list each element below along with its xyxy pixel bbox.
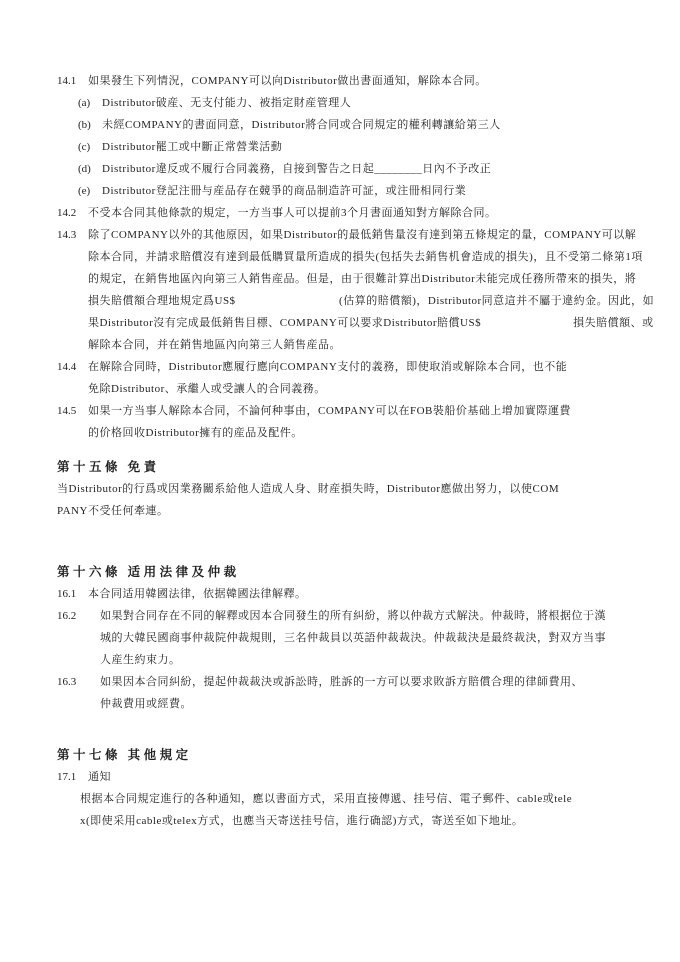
text-line: 如果對合同存在不同的解釋或因本合同發生的所有糾紛，將以仲裁方式解決。仲裁時，將根据位于漢 [100, 610, 606, 622]
text-line: 解除本合同，并在銷售地區內向第三人銷售産品。 [88, 339, 341, 351]
numbered-item [57, 70, 660, 92]
text-line: Distributor違反或不履行合同義務，自接到警告之日起________日內不予改正 [102, 163, 492, 175]
text-line: 果Distributor沒有完成最低銷售目標、COMPANY可以要求Distributor賠償US$ 損失賠償額、或 [88, 317, 654, 329]
item-number: (c) [78, 141, 91, 153]
item-number: 14.2 [57, 207, 77, 219]
section-heading: 第十五條 免責 [57, 460, 160, 474]
item-number: 16.2 [57, 610, 77, 622]
item-number: (e) [78, 185, 91, 197]
text-line: 通知 [88, 771, 111, 783]
numbered-item [57, 671, 660, 715]
item-number: 14.4 [57, 361, 77, 373]
item-text [88, 202, 497, 224]
numbered-item [57, 766, 660, 788]
text-line: 在解除合同時，Distributor應履行應向COMPANY支付的義務，即使取消或解除本合同，也不能 [88, 361, 568, 373]
text-line: Distributor登記注冊与産品存在競爭的商品制造許可証，或注冊相同行業 [102, 185, 467, 197]
text-line: 除本合同，并請求賠償沒有達到最低購買量所造成的損失(包括失去銷售机會造成的損失)，且不受第二條第1項 [88, 251, 643, 263]
text-line: 未經COMPANY的書面同意，Distributor將合同或合同規定的權利轉讓給第三人 [102, 119, 501, 131]
text-line: 人産生約束力。 [100, 654, 181, 666]
text-line: 本合同适用韓國法律，依据韓國法律解釋。 [88, 588, 307, 600]
item-text [100, 671, 583, 715]
sub-item [78, 136, 660, 158]
text-line: 城的大韓民國商事仲裁院仲裁規則，三名仲裁員以英語仲裁裁決。仲裁裁決是最終裁決，對双方当事 [100, 632, 606, 644]
text-line: 当Distributor的行爲或因業務關系給他人造成人身、財産損失時，Distributor應做出努力，以使COM [57, 483, 560, 495]
sub-item [78, 114, 660, 136]
paragraph [57, 478, 660, 522]
item-number: (b) [78, 119, 91, 131]
item-text [102, 136, 282, 158]
item-text [102, 114, 501, 136]
item-text [88, 356, 567, 400]
item-text [88, 70, 487, 92]
text-line: 的价格回收Distributor擁有的産品及配件。 [88, 427, 303, 439]
text-line: 如果一方当事人解除本合同，不論何种事由，COMPANY可以在FOB裝船价基础上增加實際運費 [88, 405, 571, 417]
sub-item [78, 158, 660, 180]
sub-item [78, 92, 660, 114]
item-number: (a) [78, 97, 91, 109]
item-text [102, 180, 466, 202]
numbered-item [57, 583, 660, 605]
item-text [88, 400, 571, 444]
text-line: 除了COMPANY以外的其他原因，如果Distributor的最低銷售量沒有達到第五條規定的量，COMPANY可以解 [88, 229, 637, 241]
item-text [102, 92, 351, 114]
text-line: 如果因本合同糾紛，提起仲裁裁決或訴訟時，胜訴的一方可以要求敗訴方賠償合理的律師費用、 [100, 676, 583, 688]
contract-body [57, 70, 660, 832]
sub-item [78, 180, 660, 202]
item-number: 14.5 [57, 405, 77, 417]
item-number: 16.1 [57, 588, 77, 600]
text-line: 根据本合同規定進行的各种通知，應以書面方式，采用直接傳遞、挂号信、電子郵件、cable或tele [80, 793, 573, 805]
text-line: 損失賠償額合理地規定爲US$ (估算的賠償額)，Distributor同意這并不屬于違約金。因此，如 [88, 295, 655, 307]
item-text [100, 605, 606, 671]
item-text [102, 158, 491, 180]
item-text [88, 766, 111, 788]
text-line: 免除Distributor、承繼人或受讓人的合同義務。 [88, 383, 326, 395]
text-line: 的規定，在銷售地區內向第三人銷售産品。但是，由于很難計算出Distributor未能完成任務所帶來的損失，將 [88, 273, 637, 285]
numbered-item [57, 224, 660, 356]
numbered-item [57, 400, 660, 444]
text-line: 仲裁費用或經費。 [100, 698, 192, 710]
text-line: Distributor破産、无支付能力、被指定財産管理人 [102, 97, 352, 109]
text-line: x(即使采用cable或telex方式，也應当天寄送挂号信，進行确認)方式，寄送至如下地址。 [80, 815, 524, 827]
numbered-item [57, 356, 660, 400]
section-heading: 第十六條 适用法律及仲裁 [57, 565, 240, 579]
text-line: PANY不受任何牽連。 [57, 505, 169, 517]
text-line: Distributor罷工或中斷正常營業活動 [102, 141, 283, 153]
item-number: 14.1 [57, 75, 77, 87]
section-heading: 第十七條 其他規定 [57, 748, 192, 762]
text-line: 如果發生下列情況，COMPANY可以向Distributor做出書面通知，解除本合同。 [88, 75, 487, 87]
item-number: 17.1 [57, 771, 77, 783]
numbered-item [57, 202, 660, 224]
numbered-item [57, 605, 660, 671]
item-number: (d) [78, 163, 91, 175]
paragraph [80, 788, 660, 832]
item-number: 16.3 [57, 676, 77, 688]
text-line: 不受本合同其他條款的規定，一方当事人可以提前3个月書面通知對方解除合同。 [88, 207, 497, 219]
item-text [88, 224, 654, 356]
item-text [88, 583, 307, 605]
item-number: 14.3 [57, 229, 77, 241]
